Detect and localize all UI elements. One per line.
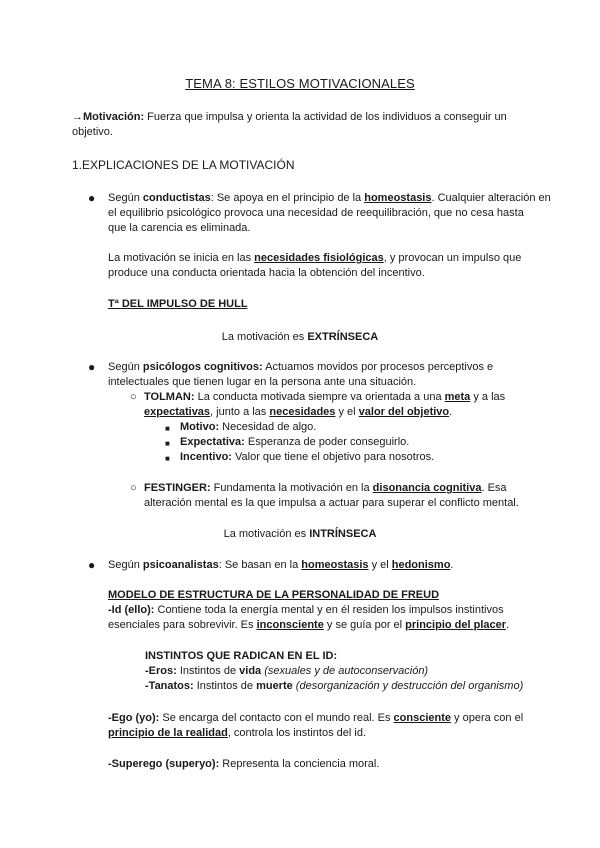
expectativa-line bbox=[180, 435, 409, 450]
text: y el bbox=[368, 559, 392, 571]
term: -Id (ello): bbox=[108, 604, 155, 616]
term: -Ego (yo): bbox=[108, 712, 160, 724]
extrinseca-line bbox=[0, 330, 600, 345]
text: y se guía por el bbox=[323, 619, 406, 631]
square-bullet-icon: ■ bbox=[165, 439, 170, 448]
term: Expectativa: bbox=[180, 436, 245, 448]
id-line1 bbox=[108, 603, 528, 618]
cognitivos-line2: intelectuales que tienen lugar en la persona ante una situación. bbox=[108, 376, 417, 388]
text: Se encarga del contacto con el mundo real. Es bbox=[159, 712, 394, 724]
text: Contiene toda la energía mental y en él residen los impulsos instintivos bbox=[154, 604, 504, 616]
tolman-line2 bbox=[144, 405, 452, 420]
text: Fundamenta la motivación en la bbox=[210, 482, 373, 494]
term-underlined: necesidades bbox=[269, 406, 336, 418]
text: : Se apoya en el principio de la bbox=[210, 192, 365, 204]
festinger-line1 bbox=[144, 481, 528, 496]
term-underlined: disonancia cognitiva bbox=[372, 482, 482, 494]
conductistas-p2-line2: produce una conducta orientada hacia la obtención del incentivo. bbox=[108, 267, 425, 279]
tanatos-line bbox=[145, 679, 523, 694]
text: Necesidad de algo. bbox=[219, 421, 317, 433]
intro-paragraph bbox=[72, 110, 528, 125]
text: Instintos de bbox=[176, 665, 240, 677]
hull-heading bbox=[108, 297, 248, 312]
text: : Se basan en la bbox=[218, 559, 302, 571]
conductistas-line1 bbox=[108, 191, 551, 206]
ego-line2 bbox=[108, 726, 366, 741]
text: . bbox=[449, 406, 453, 418]
conductistas-line3: que la carencia es eliminada. bbox=[108, 222, 251, 234]
intro-line2: objetivo. bbox=[72, 126, 113, 138]
tolman-line1 bbox=[144, 390, 528, 405]
term: -Tanatos: bbox=[145, 680, 194, 692]
conductistas-line2: el equilibrio psicológico provoca una necesidad de reequilibración, que no cesa hasta bbox=[108, 207, 524, 219]
term-underlined: meta bbox=[444, 391, 471, 403]
term: psicólogos cognitivos: bbox=[142, 361, 263, 373]
text: Según bbox=[108, 361, 143, 373]
circle-bullet-icon: ○ bbox=[130, 482, 137, 494]
text: . bbox=[506, 619, 510, 631]
term-underlined: consciente bbox=[393, 712, 451, 724]
text: esenciales para sobrevivir. Es bbox=[108, 619, 257, 631]
bullet-icon: ● bbox=[88, 558, 96, 572]
text: Instintos de bbox=[193, 680, 257, 692]
term: -Eros: bbox=[145, 665, 177, 677]
italic-text: (desorganización y destrucción del organismo) bbox=[292, 680, 524, 692]
text: Actuamos movidos por procesos perceptivos e bbox=[262, 361, 494, 373]
text: y opera con el bbox=[451, 712, 524, 724]
term-underlined: principio del placer bbox=[405, 619, 507, 631]
intrinseca-line bbox=[0, 527, 600, 542]
term: conductistas bbox=[142, 192, 211, 204]
intro-term: Motivación: bbox=[83, 111, 145, 123]
text: y a las bbox=[470, 391, 506, 403]
id-line2 bbox=[108, 618, 509, 633]
term-underlined: principio de la realidad bbox=[108, 727, 228, 739]
term-underlined: valor del objetivo bbox=[358, 406, 450, 418]
term: psicoanalistas bbox=[142, 559, 219, 571]
term: Motivo: bbox=[180, 421, 220, 433]
festinger-line2: alteración mental es la que impulsa a actuar para superar el conflicto mental. bbox=[144, 497, 519, 509]
text: La motivación es bbox=[221, 331, 308, 343]
text: Según bbox=[108, 192, 143, 204]
text: . Esa bbox=[481, 482, 507, 494]
term-underlined: necesidades fisiológicas bbox=[254, 252, 384, 264]
text: Esperanza de poder conseguirlo. bbox=[244, 436, 410, 448]
term: Incentivo: bbox=[180, 451, 232, 463]
intro-text: Fuerza que impulsa y orienta la actividad de los individuos a conseguir un bbox=[144, 111, 507, 123]
superego-line bbox=[108, 757, 379, 772]
eros-line bbox=[145, 664, 428, 679]
term: muerte bbox=[256, 680, 293, 692]
incentivo-line bbox=[180, 450, 434, 465]
term-underlined: MODELO DE ESTRUCTURA DE LA PERSONALIDAD DE FREUD bbox=[108, 589, 440, 601]
text: , controla los instintos del id. bbox=[227, 727, 366, 739]
text: La conducta motivada siempre va orientada a una bbox=[194, 391, 445, 403]
term: INTRÍNSECA bbox=[309, 528, 377, 540]
term: -Superego (superyo): bbox=[108, 758, 220, 770]
motivo-line bbox=[180, 420, 316, 435]
term-underlined: homeostasis bbox=[364, 192, 432, 204]
term: vida bbox=[239, 665, 262, 677]
freud-heading bbox=[108, 588, 439, 603]
term-underlined: homeostasis bbox=[301, 559, 369, 571]
section-heading: 1.EXPLICACIONES DE LA MOTIVACIÓN bbox=[72, 158, 295, 172]
text: . Cualquier alteración en bbox=[431, 192, 551, 204]
text: Representa la conciencia moral. bbox=[219, 758, 380, 770]
text: , junto a las bbox=[210, 406, 270, 418]
term-underlined: hedonismo bbox=[391, 559, 451, 571]
term-underlined: expectativas bbox=[144, 406, 211, 418]
text: La motivación es bbox=[223, 528, 310, 540]
bullet-icon: ● bbox=[88, 191, 96, 205]
term: TOLMAN: bbox=[144, 391, 195, 403]
circle-bullet-icon: ○ bbox=[130, 391, 137, 403]
square-bullet-icon: ■ bbox=[165, 424, 170, 433]
square-bullet-icon: ■ bbox=[165, 454, 170, 463]
conductistas-p2-line1 bbox=[108, 251, 528, 266]
document-title: TEMA 8: ESTILOS MOTIVACIONALES bbox=[185, 76, 415, 91]
text: Valor que tiene el objetivo para nosotros. bbox=[231, 451, 435, 463]
ego-line1 bbox=[108, 711, 528, 726]
term: FESTINGER: bbox=[144, 482, 211, 494]
text: . bbox=[450, 559, 454, 571]
term-underlined: Tª DEL IMPULSO DE HULL bbox=[108, 298, 248, 310]
bullet-icon: ● bbox=[88, 360, 96, 374]
text: y el bbox=[335, 406, 359, 418]
text: , y provocan un impulso que bbox=[383, 252, 522, 264]
term: EXTRÍNSECA bbox=[307, 331, 379, 343]
psicoanalistas-line bbox=[108, 558, 453, 573]
instintos-heading bbox=[145, 649, 337, 664]
arrow-icon: → bbox=[72, 111, 83, 123]
term: INSTINTOS QUE RADICAN EN EL ID: bbox=[145, 650, 338, 662]
italic-text: (sexuales y de autoconservación) bbox=[261, 665, 429, 677]
text: La motivación se inicia en las bbox=[108, 252, 255, 264]
term-underlined: inconsciente bbox=[256, 619, 324, 631]
text: Según bbox=[108, 559, 143, 571]
cognitivos-line1 bbox=[108, 360, 528, 375]
